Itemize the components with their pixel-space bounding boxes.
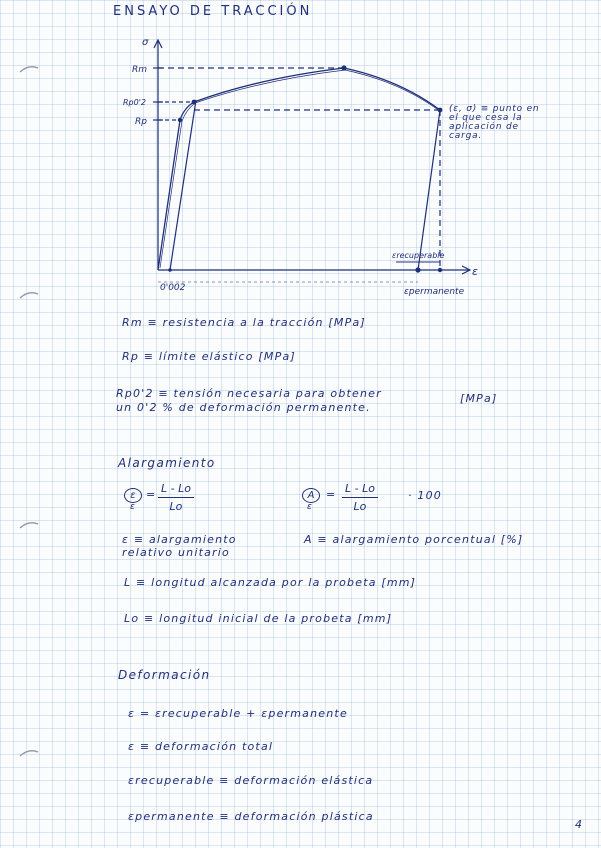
tick-label-rp02: Rp0'2 (123, 98, 147, 107)
formula2-fraction (342, 482, 378, 513)
point-unload (438, 108, 443, 113)
formula2-tail: · 100 (408, 489, 442, 502)
point-annotation: (ε, σ) ≡ punto en el que cesa la aplicación de carga. (449, 104, 540, 141)
def-rp02-unit: [MPa] (460, 392, 498, 405)
point-residual (415, 267, 420, 272)
formula1-numerator: L - Lo (158, 482, 194, 498)
hole-mark-3 (20, 523, 38, 528)
formula2-denominator: Lo (353, 500, 367, 513)
unloading-line (418, 110, 440, 270)
formula2-lhs-sub: ε (307, 502, 312, 512)
point-rp (178, 118, 182, 122)
deformacion-recuperable: εrecuperable ≡ deformación elástica (128, 774, 374, 787)
point-rp02 (192, 100, 197, 105)
tick-label-rm: Rm (132, 65, 148, 75)
formula1-denominator: Lo (169, 500, 183, 513)
y-axis-symbol: σ (142, 37, 149, 48)
tick-label-rp: Rp (135, 117, 147, 127)
page-title: ENSAYO DE TRACCIÓN (113, 4, 313, 19)
section-deformacion: Deformación (118, 668, 211, 682)
stress-strain-curve (158, 68, 440, 270)
def-a: A ≡ alargamiento porcentual [%] (304, 533, 524, 546)
def-e-line1: ε ≡ alargamiento (122, 533, 237, 546)
x-axis-symbol: ε (472, 265, 478, 278)
offset-line (170, 100, 196, 270)
deformacion-equation: ε = εrecuperable + εpermanente (128, 707, 348, 720)
formula1-lhs: ε (124, 488, 142, 503)
label-permanente: εpermanente (404, 287, 465, 297)
def-rp02-line2: un 0'2 % de deformación permanente. (116, 401, 371, 414)
deformacion-permanente: εpermanente ≡ deformación plástica (128, 810, 374, 823)
formula2-numerator: L - Lo (342, 482, 378, 498)
def-l: L ≡ longitud alcanzada por la probeta [mm] (124, 576, 417, 589)
point-offset (168, 268, 172, 272)
stress-strain-diagram (0, 0, 601, 300)
point-total (438, 268, 442, 272)
page-number: 4 (575, 818, 584, 831)
formula1-fraction (158, 482, 194, 513)
formula2-lhs: A (302, 488, 320, 503)
tick-label-offset: 0'002 (160, 283, 186, 293)
deformacion-total: ε ≡ deformación total (128, 740, 274, 753)
formula1-equals: = (146, 488, 157, 501)
def-rp: Rp ≡ límite elástico [MPa] (122, 350, 296, 363)
def-lo: Lo ≡ longitud inicial de la probeta [mm] (124, 612, 393, 625)
def-rm: Rm ≡ resistencia a la tracción [MPa] (122, 316, 366, 329)
point-max (341, 65, 346, 70)
formula2-equals: = (326, 488, 337, 501)
def-e-line2: relativo unitario (122, 546, 230, 559)
formula1-lhs-sub: ε (130, 502, 135, 512)
hole-mark-4 (20, 751, 38, 756)
label-recuperable: εrecuperable (392, 251, 445, 260)
def-rp02-line1: Rp0'2 ≡ tensión necesaria para obtener (116, 387, 382, 400)
section-alargamiento: Alargamiento (118, 456, 216, 470)
